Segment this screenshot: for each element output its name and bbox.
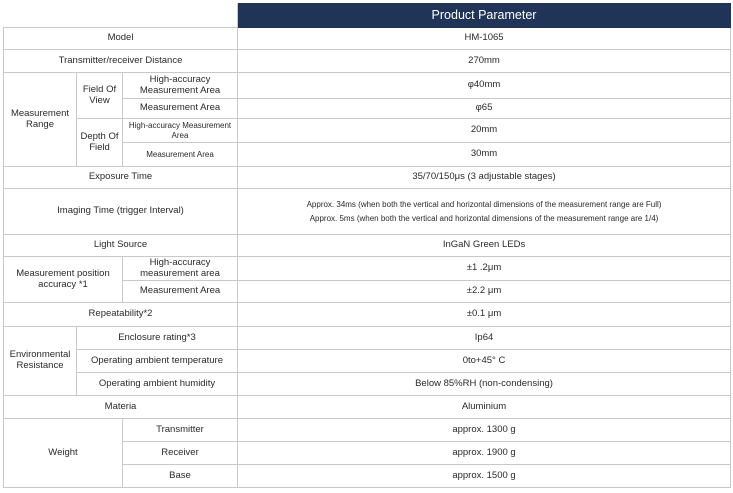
header-blank-cell [4,4,238,28]
imaging-value-line1: Approx. 34ms (when both the vertical and horizontal dimensions of the measurement range are Full) [306,200,662,210]
table-row [4,419,731,442]
table-row [4,189,731,235]
material-value: Aluminium [238,396,731,419]
dof-high-accuracy-value: 20mm [238,119,731,143]
base-value: approx. 1500 g [238,465,731,488]
temperature-label: Operating ambient temperature [77,350,238,373]
humidity-label: Operating ambient humidity [77,373,238,396]
model-value: HM-1065 [238,28,731,50]
table-row [4,119,731,143]
fov-measurement-area-value: φ65 [238,99,731,119]
light-source-value: InGaN Green LEDs [238,235,731,257]
table-row [4,396,731,419]
light-source-label: Light Source [4,235,238,257]
fov-high-accuracy-value: φ40mm [238,73,731,99]
imaging-label: Imaging Time (trigger Interval) [4,189,238,235]
distance-label: Transmitter/receiver Distance [4,50,238,73]
exposure-label: Exposure Time [4,167,238,189]
pos-measurement-area-label: Measurement Area [123,281,238,303]
position-accuracy-label: Measurement position accuracy *1 [4,257,123,303]
weight-label: Weight [4,419,123,488]
distance-value: 270mm [238,50,731,73]
fov-high-accuracy-label: High-accuracy Measurement Area [123,73,238,99]
imaging-value-line2: Approx. 5ms (when both the vertical and horizontal dimensions of the measurement range are 1/4) [309,213,659,223]
repeatability-value: ±0.1 μm [238,303,731,327]
pos-high-accuracy-label: High-accuracy measurement area [123,257,238,281]
table-row [4,73,731,99]
environmental-label: Environmental Resistance [4,327,77,396]
model-label: Model [4,28,238,50]
pos-high-accuracy-value: ±1 .2μm [238,257,731,281]
material-label: Materia [4,396,238,419]
table-title: Product Parameter [238,4,731,28]
transmitter-value: approx. 1300 g [238,419,731,442]
measurement-range-label: Measurement Range [4,73,77,167]
table-row [4,28,731,50]
dof-high-accuracy-label: High-accuracy Measurement Area [123,119,238,143]
dof-measurement-area-value: 30mm [238,143,731,167]
table-row [4,350,731,373]
transmitter-label: Transmitter [123,419,238,442]
fov-measurement-area-label: Measurement Area [123,99,238,119]
table-row [4,257,731,281]
imaging-value [238,189,731,235]
depth-of-field-label: Depth Of Field [77,119,123,167]
product-parameter-table [3,3,731,488]
field-of-view-label: Field Of View [77,73,123,119]
receiver-label: Receiver [123,442,238,465]
repeatability-label: Repeatability*2 [4,303,238,327]
enclosure-label: Enclosure rating*3 [77,327,238,350]
table-row [4,303,731,327]
table-row [4,235,731,257]
temperature-value: 0to+45° C [238,350,731,373]
base-label: Base [123,465,238,488]
receiver-value: approx. 1900 g [238,442,731,465]
exposure-value: 35/70/150μs (3 adjustable stages) [238,167,731,189]
table-row [4,373,731,396]
dof-measurement-area-label: Measurement Area [123,143,238,167]
table-row [4,327,731,350]
humidity-value: Below 85%RH (non-condensing) [238,373,731,396]
table-row [4,50,731,73]
table-row [4,167,731,189]
pos-measurement-area-value: ±2.2 μm [238,281,731,303]
enclosure-value: Ip64 [238,327,731,350]
